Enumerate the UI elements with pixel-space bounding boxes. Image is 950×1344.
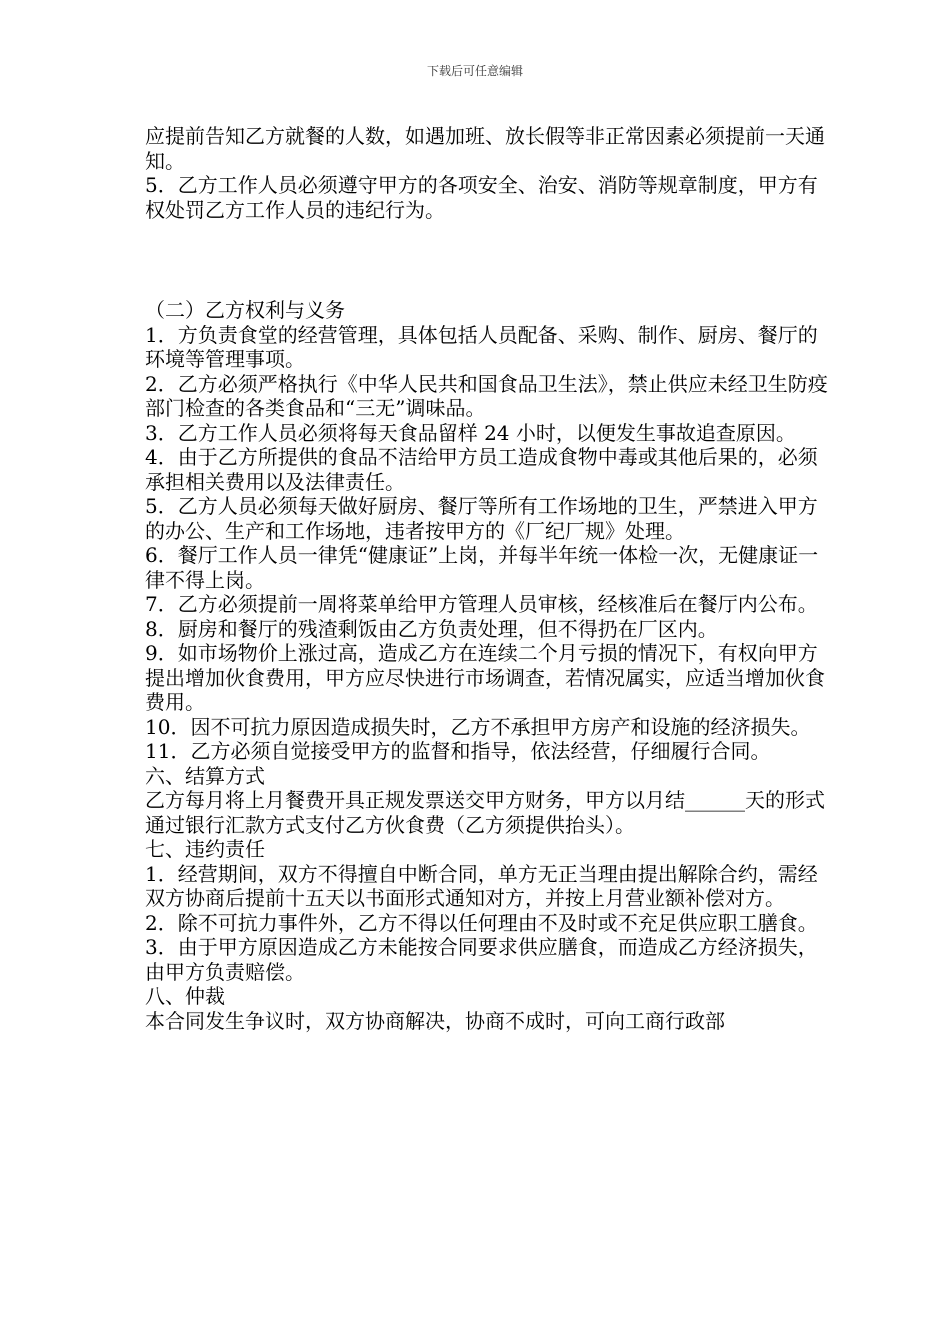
page-header-note: 下载后可任意编辑 bbox=[426, 64, 523, 78]
section-eight-body: 本合同发生争议时，双方协商解决，协商不成时，可向工商行政部 bbox=[145, 1008, 725, 1033]
section-seven-title: 七、违约责任 bbox=[145, 837, 265, 861]
list-item: 11．乙方必须自觉接受甲方的监督和指导，依法经营，仔细履行合同。 bbox=[145, 739, 771, 763]
section-six-title: 六、结算方式 bbox=[145, 763, 265, 788]
list-item: 9．如市场物价上涨过高，造成乙方在连续二个月亏损的情况下，有权向甲方提出增加伙食费用，甲方应尽快进行市场调查，若情况属实，应适当增加伙食费用。 bbox=[145, 641, 825, 714]
list-item: 2．除不可抗力事件外，乙方不得以任何理由不及时或不充足供应职工膳食。 bbox=[145, 910, 818, 935]
list-item: 2．乙方必须严格执行《中华人民共和国食品卫生法》，禁止供应未经卫生防疫部门检查的各类食品和“三无”调味品。 bbox=[145, 371, 828, 420]
list-item: 1．方负责食堂的经营管理，具体包括人员配备、采购、制作、厨房、餐厅的环境等管理事项。 bbox=[145, 322, 818, 371]
list-item: 10．因不可抗力原因造成损失时，乙方不承担甲方房产和设施的经济损失。 bbox=[145, 714, 811, 739]
list-item: 1．经营期间，双方不得擅自中断合同，单方无正当理由提出解除合约，需经双方协商后提前十五天以书面形式通知对方，并按上月营业额补偿对方。 bbox=[145, 861, 818, 910]
list-item: 7．乙方必须提前一周将菜单给甲方管理人员审核，经核准后在餐厅内公布。 bbox=[145, 592, 818, 616]
paragraph: 应提前告知乙方就餐的人数，如遇加班、放长假等非正常因素必须提前一天通知。 bbox=[145, 124, 825, 173]
main-section bbox=[145, 298, 835, 1033]
list-item: 3．乙方工作人员必须将每天食品留样 24 小时，以便发生事故追查原因。 bbox=[145, 420, 796, 445]
list-item: 5．乙方人员必须每天做好厨房、餐厅等所有工作场地的卫生，严禁进入甲方的办公、生产和工作场地，违者按甲方的《厂纪厂规》处理。 bbox=[145, 494, 818, 543]
list-item: 8．厨房和餐厅的残渣剩饭由乙方负责处理，但不得扔在厂区内。 bbox=[145, 616, 718, 641]
list-item: 6．餐厅工作人员一律凭“健康证”上岗，并每半年统一体检一次，无健康证一律不得上岗。 bbox=[145, 543, 819, 592]
section-six-body: 乙方每月将上月餐费开具正规发票送交甲方财务，甲方以月结______天的形式通过银行汇款方式支付乙方伙食费（乙方须提供抬头）。 bbox=[145, 788, 825, 837]
list-item: 4．由于乙方所提供的食品不洁给甲方员工造成食物中毒或其他后果的，必须承担相关费用以及法律责任。 bbox=[145, 445, 818, 494]
top-section bbox=[145, 124, 835, 222]
list-item: 3．由于甲方原因造成乙方未能按合同要求供应膳食，而造成乙方经济损失，由甲方负责赔偿。 bbox=[145, 935, 818, 984]
paragraph: 5．乙方工作人员必须遵守甲方的各项安全、治安、消防等规章制度，甲方有权处罚乙方工作人员的违纪行为。 bbox=[145, 173, 818, 222]
section-two-title: （二）乙方权利与义务 bbox=[145, 298, 345, 322]
section-eight-title: 八、仲裁 bbox=[145, 984, 225, 1008]
